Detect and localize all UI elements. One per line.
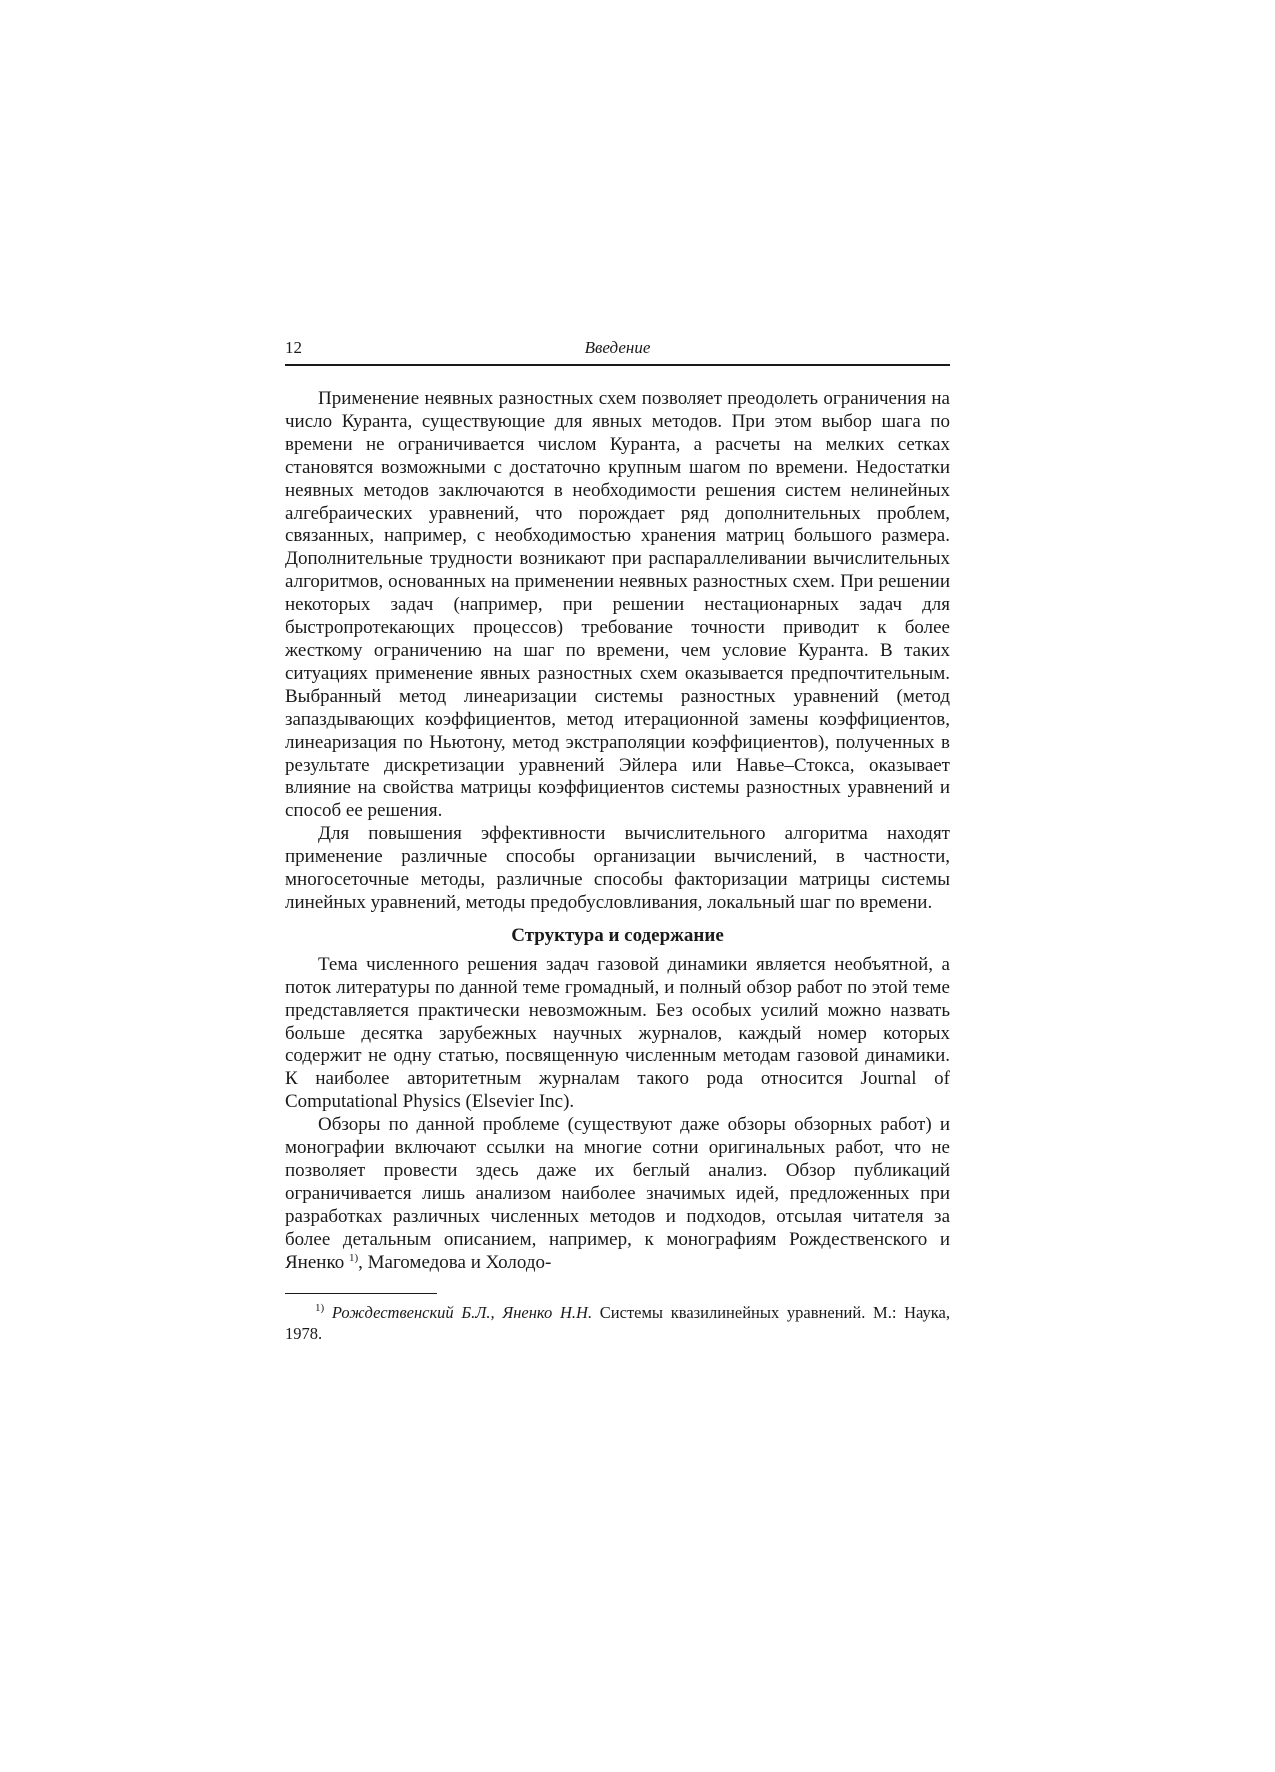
paragraph: Тема численного решения задач газовой динамики является необъятной, а поток литературы по данной теме громадный, и полный обзор работ по этой теме представляется практически невозможным. Без особых усилий можно назвать больше десятка зарубежных научных журналов, каждый номер которых содержит не одну статью, посвященную численным методам газовой динамики. К наиболее авторитетным журналам такого рода относится Journal of Computational Physics (Elsevier Inc). [285, 953, 950, 1113]
footnote-authors: Рождественский Б.Л., Яненко Н.Н. [331, 1302, 593, 1322]
footnote-marker: 1) [315, 1301, 325, 1314]
running-header [285, 336, 950, 366]
running-title: Введение [584, 338, 651, 357]
footnote-divider [285, 1293, 437, 1294]
footnote-text: Системы квазилинейных уравнений. М.: Наука, 1978. [285, 1302, 950, 1343]
main-text [285, 388, 950, 1275]
paragraph-text: Обзоры по данной проблеме (существуют даже обзоры обзорных работ) и монографии включают ссылки на многие сотни оригинальных работ, что не позволяет провести здесь даже их беглый анализ. Обзор публикаций ограничивается лишь анализом наиболее значимых идей, предложенных при разработках различных численных методов и подходов, отсылая читателя за более детальным описанием, например, к монографиям Рождественского и Яненко [285, 1114, 950, 1273]
paragraph: Для повышения эффективности вычислительного алгоритма находят применение различные способы организации вычислений, в частности, многосеточные методы, различные способы факторизации матрицы системы линейных уравнений, методы предобусловливания, локальный шаг по времени. [285, 823, 950, 913]
paragraph: Применение неявных разностных схем позволяет преодолеть ограничения на число Куранта, существующие для явных методов. При этом выбор шага по времени не ограничивается числом Куранта, а расчеты на мелких сетках становятся возможными с достаточно крупным шагом по времени. Недостатки неявных методов заключаются в необходимости решения систем нелинейных алгебраических уравнений, что порождает ряд дополнительных проблем, связанных, например, с необходимостью хранения матриц большого размера. Дополнительные трудности возникают при распараллеливании вычислительных алгоритмов, основанных на применении неявных разностных схем. При решении некоторых задач (например, при решении нестационарных задач для быстропротекающих процессов) требование точности приводит к более жесткому ограничению на шаг по времени, чем условие Куранта. В таких ситуациях применение явных разностных схем оказывается предпочтительным. Выбранный метод линеаризации системы разностных уравнений (метод запаздывающих коэффициентов, метод итерационной замены коэффициентов, линеаризация по Ньютону, метод экстраполяции коэффициентов), полученных в результате дискретизации уравнений Эйлера или Навье–Стокса, оказывает влияние на свойства матрицы коэффициентов системы разностных уравнений и способ ее решения. [285, 388, 950, 822]
page-content [285, 336, 950, 1344]
paragraph-text: , Магомедова и Холодо- [358, 1251, 552, 1273]
section-heading: Структура и содержание [511, 924, 724, 946]
paragraph [285, 1114, 950, 1274]
footnote [285, 1302, 950, 1344]
footnote-reference: 1) [348, 1251, 359, 1264]
page-number: 12 [285, 338, 302, 357]
